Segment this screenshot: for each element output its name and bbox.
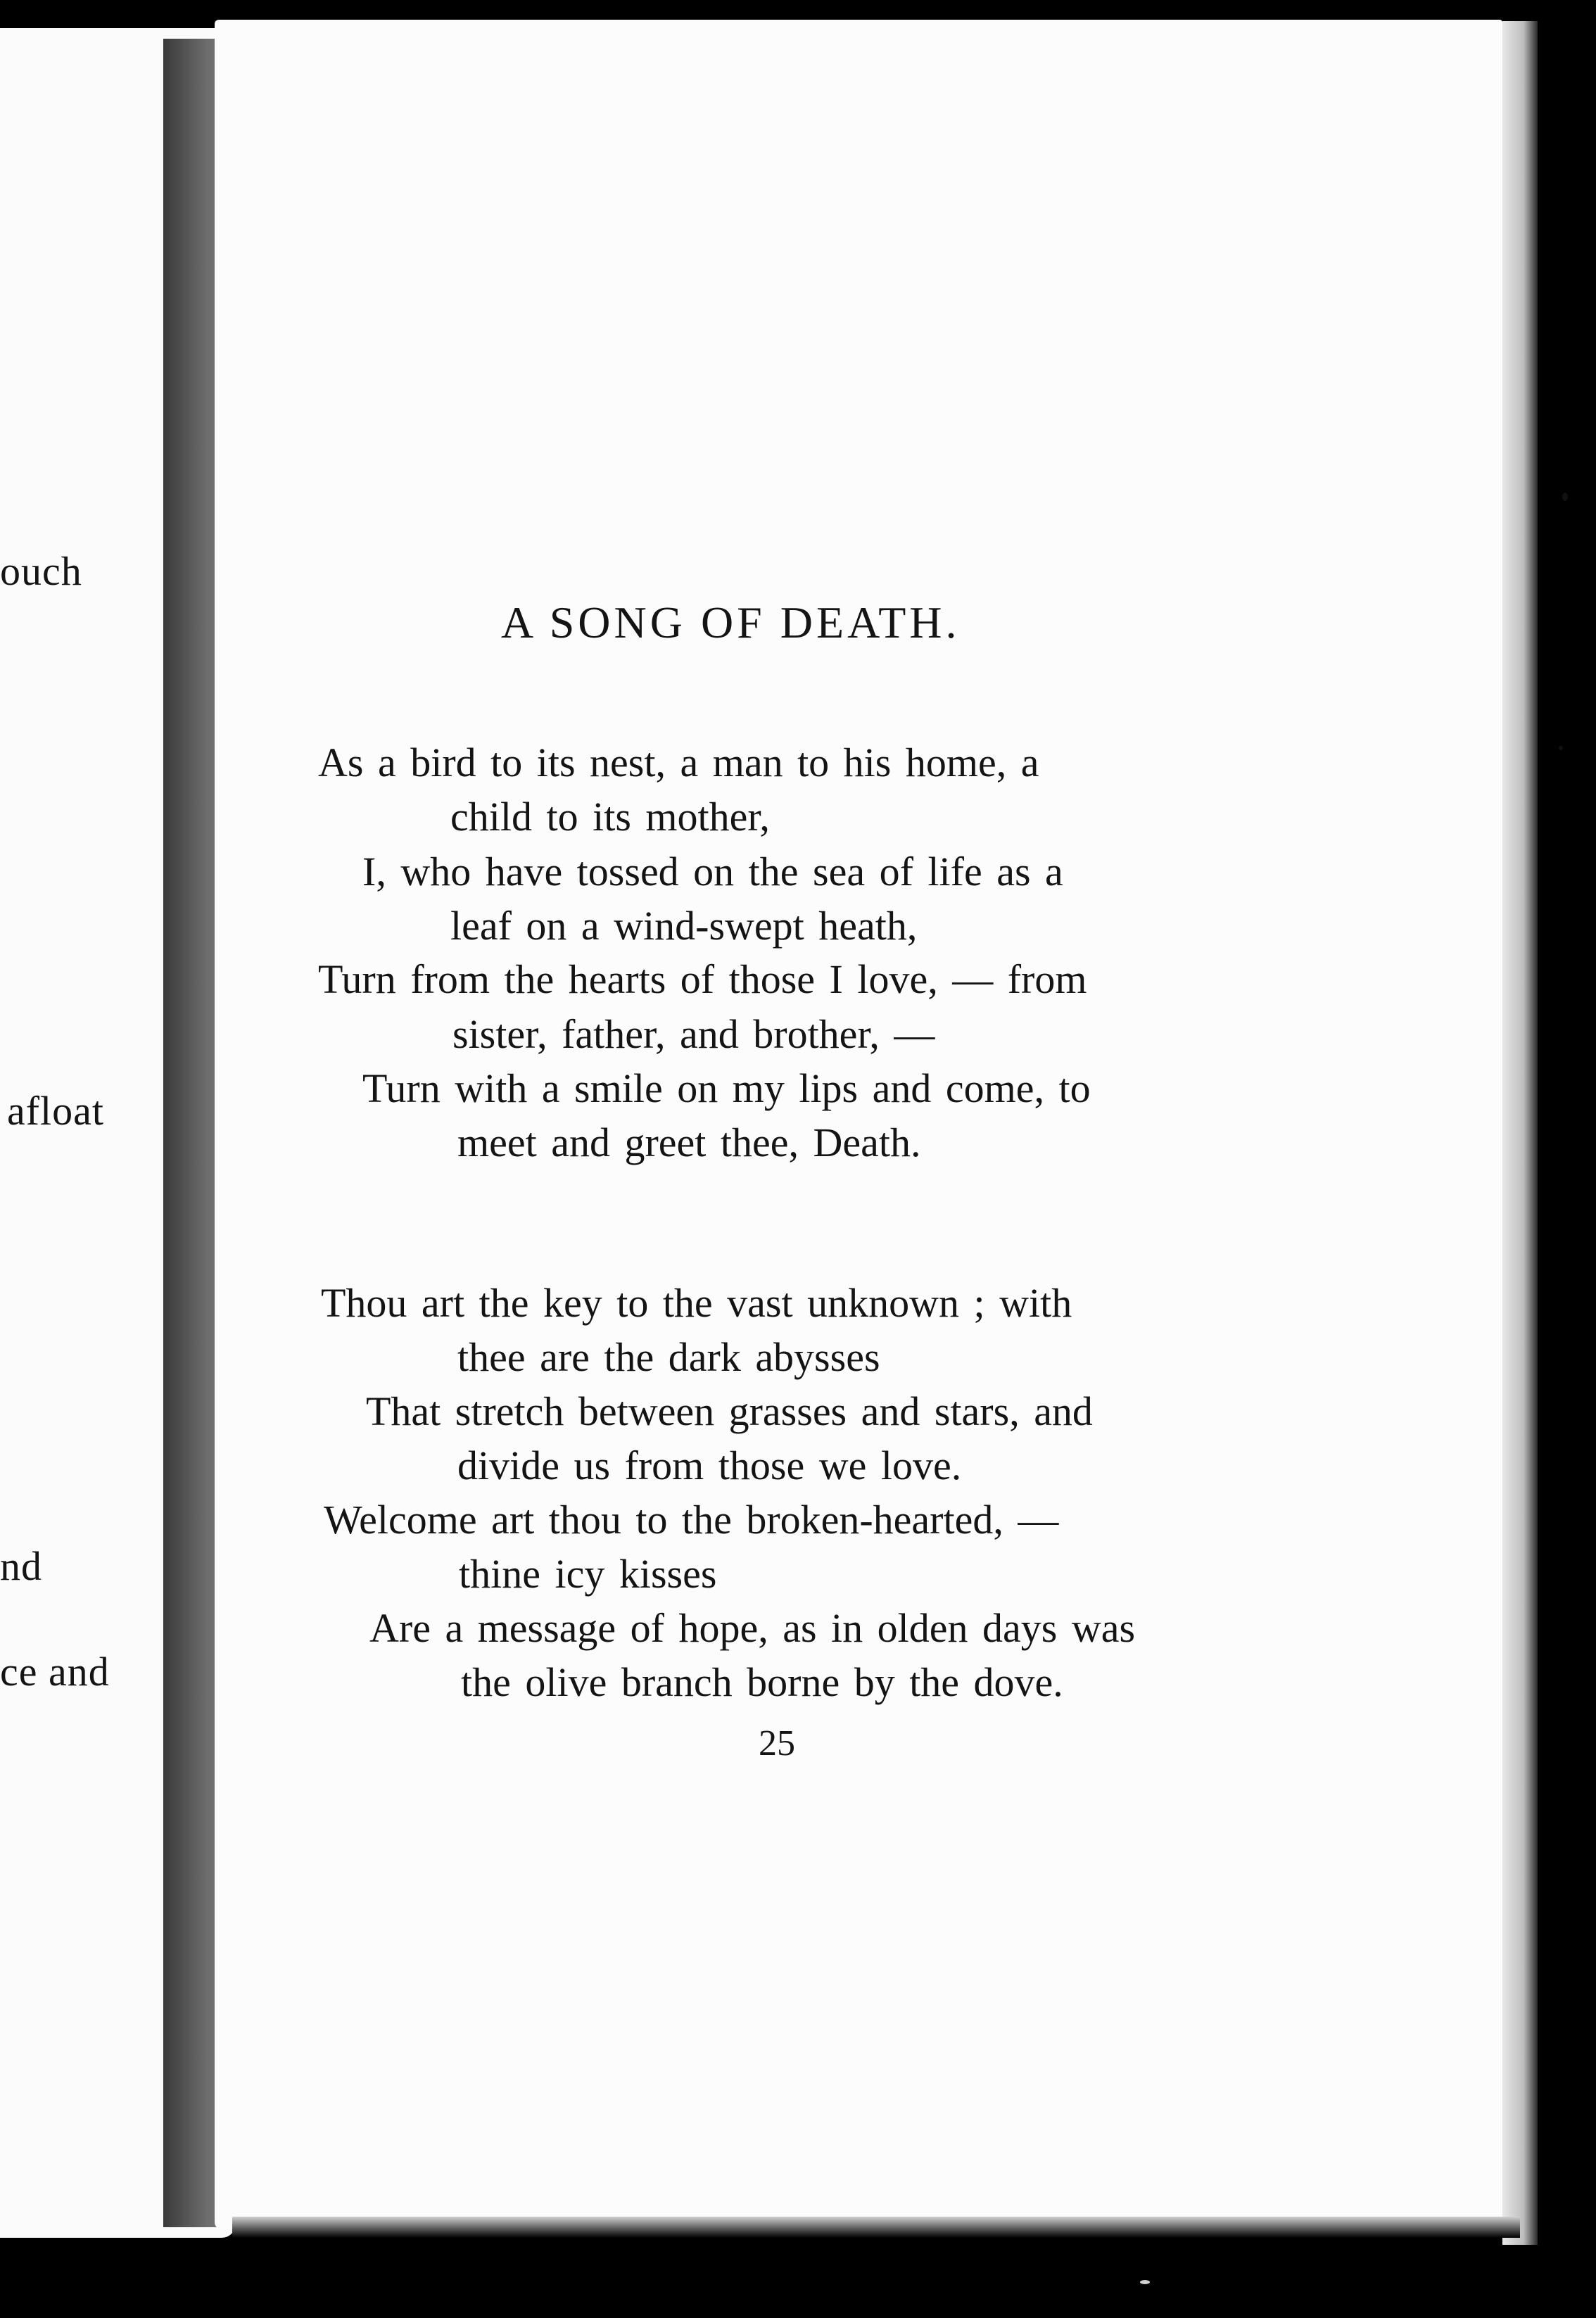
facing-page-text: nd: [0, 1543, 42, 1589]
poem-line: Are a message of hope, as in olden days was: [369, 1605, 1136, 1651]
poem-line: sister, father, and brother, —: [452, 1011, 935, 1057]
poem-line: Thou art the key to the vast unknown ; with: [321, 1280, 1072, 1326]
poem-line: thee are the dark abysses: [457, 1334, 880, 1380]
facing-page-text: afloat: [7, 1088, 105, 1134]
poem-line: I, who have tossed on the sea of life as a: [362, 849, 1063, 894]
facing-page-text: ouch: [0, 548, 82, 594]
poem-line: thine icy kisses: [459, 1551, 717, 1597]
page-bottom-shadow: [232, 2217, 1520, 2238]
poem-title: A SONG OF DEATH.: [501, 597, 961, 647]
dust-speck: [1559, 746, 1563, 750]
poem-line: child to its mother,: [450, 794, 770, 840]
page-number: 25: [759, 1723, 795, 1763]
dust-speck: [1562, 493, 1568, 501]
facing-page-text: ce and: [0, 1649, 110, 1695]
poem-line: meet and greet thee, Death.: [457, 1120, 921, 1165]
poem-line: divide us from those we love.: [457, 1443, 962, 1488]
poem-line: Welcome art thou to the broken-hearted, —: [324, 1497, 1059, 1543]
poem-line: the olive branch borne by the dove.: [461, 1659, 1063, 1705]
poem-line: Turn with a smile on my lips and come, to: [362, 1065, 1091, 1111]
poem-line: leaf on a wind-swept heath,: [450, 903, 918, 949]
page-edge: [1502, 21, 1538, 2245]
poem-line: That stretch between grasses and stars, and: [366, 1388, 1093, 1434]
poem-line: As a bird to its nest, a man to his home, a: [318, 740, 1039, 785]
poem-line: Turn from the hearts of those I love, — from: [318, 956, 1087, 1002]
dust-speck: [1140, 2280, 1150, 2284]
